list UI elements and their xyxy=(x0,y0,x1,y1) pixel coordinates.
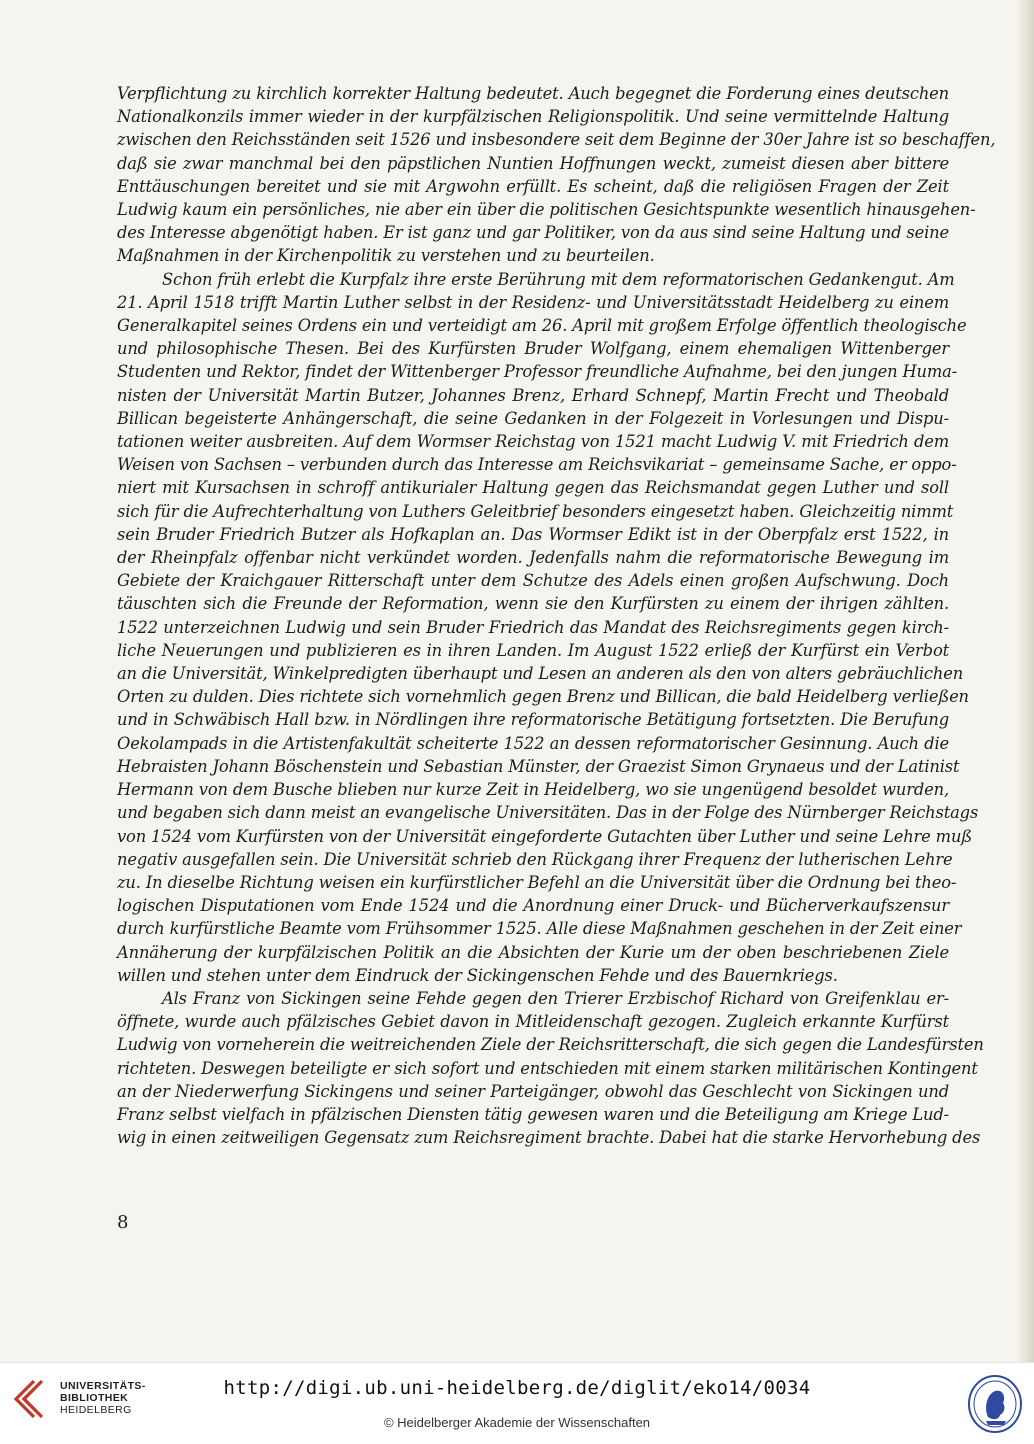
page-edge-shadow xyxy=(1016,0,1034,1362)
text-line: Maßnahmen in der Kirchenpolitik zu verstehen und zu beurteilen. xyxy=(117,246,655,266)
text-line: der Rheinpfalz offenbar nicht verkündet worden. Jedenfalls nahm die reformatorische Bewegung im xyxy=(117,548,949,568)
text-line: Franz selbst vielfach in pfälzischen Diensten tätig gewesen waren und die Beteiligung am Kriege Lud- xyxy=(117,1104,949,1124)
text-line: öffnete, wurde auch pfälzisches Gebiet davon in Mitleidenschaft gezogen. Zugleich erkannte Kurfürst xyxy=(117,1012,949,1032)
library-name-line-3: HEIDELBERG xyxy=(60,1404,132,1416)
text-line: daß sie zwar manchmal bei den päpstlichen Nuntien Hoffnungen weckt, zumeist diesen aber bittere xyxy=(117,153,949,173)
academy-seal-icon[interactable] xyxy=(966,1373,1024,1435)
text-line: Ludwig von vorneherein die weitreichenden Ziele der Reichsritterschaft, die sich gegen die Landesfürsten xyxy=(117,1035,984,1055)
text-line: Gebiete der Kraichgauer Ritterschaft unter dem Schutze des Adels einen großen Aufschwung. Doch xyxy=(117,571,949,591)
text-line: von 1524 vom Kurfürsten von der Universität eingeforderte Gutachten über Luther und seine Lehre muß xyxy=(117,826,973,846)
text-line: an der Niederwerfung Sickingens und seiner Parteigänger, obwohl das Geschlecht von Sickingen und xyxy=(117,1081,949,1101)
text-line: nisten der Universität Martin Butzer, Johannes Brenz, Erhard Schnepf, Martin Frecht und Theobald xyxy=(117,385,949,405)
text-line: wig in einen zeitweiligen Gegensatz zum Reichsregiment brachte. Dabei hat die starke Hervorhebung des xyxy=(117,1128,981,1148)
text-line: tationen weiter ausbreiten. Auf dem Wormser Reichstag von 1521 macht Ludwig V. mit Friedrich dem xyxy=(117,432,949,452)
body-text xyxy=(117,82,996,1149)
copyright-notice: © Heidelberger Akademie der Wissenschaften xyxy=(383,1415,651,1430)
text-line: Orten zu dulden. Dies richtete sich vornehmlich gegen Brenz und Billican, die bald Heidelberg verließen xyxy=(117,687,969,707)
text-line: Als Franz von Sickingen seine Fehde gegen den Trierer Erzbischof Richard von Greifenklau er- xyxy=(162,988,949,1008)
library-name-line-1: UNIVERSITÄTS- xyxy=(60,1380,146,1392)
text-line: logischen Disputationen vom Ende 1524 und die Anordnung einer Druck- und Bücherverkaufszensur xyxy=(117,896,949,916)
text-line: zwischen den Reichsständen seit 1526 und insbesondere seit dem Beginne der 30er Jahre ist so beschaffen, xyxy=(117,130,996,150)
text-line: 1522 unterzeichnen Ludwig und sein Bruder Friedrich das Mandat des Reichsregiments gegen kirch- xyxy=(117,617,949,637)
text-line: 21. April 1518 trifft Martin Luther selbst in der Residenz- und Universitätsstadt Heidelberg zu einem xyxy=(117,292,949,312)
text-line: Nationalkonzils immer wieder in der kurpfälzischen Religionspolitik. Und seine vermittelnde Haltung xyxy=(117,107,949,127)
library-name-line-2: BIBLIOTHEK xyxy=(60,1392,129,1404)
text-line: täuschten sich die Freunde der Reformation, wenn sie den Kurfürsten zu einem der ihrigen zählten. xyxy=(117,594,949,614)
text-line: willen und stehen unter dem Eindruck der Sickingenschen Fehde und des Bauernkriegs. xyxy=(117,965,838,985)
text-line: sein Bruder Friedrich Butzer als Hofkaplan an. Das Wormser Edikt ist in der Oberpfalz erst 1522, in xyxy=(117,524,949,544)
text-line: und philosophische Thesen. Bei des Kurfürsten Bruder Wolfgang, einem ehemaligen Wittenberger xyxy=(117,339,949,359)
text-line: zu. In dieselbe Richtung weisen ein kurfürstlicher Befehl an die Universität über die Ordnung bei theo- xyxy=(117,872,957,892)
text-line: Annäherung der kurpfälzischen Politik an die Absichten der Kurie um der oben beschriebenen Ziele xyxy=(117,942,949,962)
text-line: und begaben sich dann meist an evangelische Universitäten. Das in der Folge des Nürnberger Reichstags xyxy=(117,803,979,823)
text-line: und in Schwäbisch Hall bzw. in Nördlingen ihre reformatorische Betätigung fortsetzten. Die Berufung xyxy=(117,710,949,730)
page-number: 8 xyxy=(117,1212,129,1233)
text-line: Generalkapitel seines Ordens ein und verteidigt am 26. April mit großem Erfolge öffentlich theologische xyxy=(117,316,967,336)
text-line: durch kurfürstliche Beamte vom Frühsommer 1525. Alle diese Maßnahmen geschehen in der Zeit einer xyxy=(117,919,962,939)
text-line: des Interesse abgenötigt haben. Er ist ganz und gar Politiker, von da aus sind seine Haltung und seine xyxy=(117,223,949,243)
permalink-url[interactable]: http://digi.ub.uni-heidelberg.de/diglit/eko14/0034 xyxy=(223,1377,811,1399)
text-line: Verpflichtung zu kirchlich korrekter Haltung bedeutet. Auch begegnet die Forderung eines deutschen xyxy=(117,84,949,103)
text-line: Oekolampads in die Artistenfakultät scheiterte 1522 an dessen reformatorischer Gesinnung. Auch die xyxy=(117,733,949,753)
text-line: Studenten und Rektor, findet der Wittenberger Professor freundliche Aufnahme, bei den jungen Huma- xyxy=(117,362,958,382)
text-line: richteten. Deswegen beteiligte er sich sofort und entschieden mit einem starken militärischen Kontingent xyxy=(117,1058,978,1078)
text-line: negativ ausgefallen sein. Die Universität schrieb den Rückgang ihrer Frequenz der lutherischen Lehre xyxy=(117,849,953,869)
text-line: Enttäuschungen bereitet und sie mit Argwohn erfüllt. Es scheint, daß die religiösen Fragen der Zeit xyxy=(117,176,949,196)
paragraph xyxy=(117,987,984,1149)
text-line: Hebraisten Johann Böschenstein und Sebastian Münster, der Graezist Simon Grynaeus und der Latinist xyxy=(117,756,960,776)
text-line: an die Universität, Winkelpredigten überhaupt und Lesen an anderen als den von alters gebräuchlichen xyxy=(117,664,964,684)
text-line: sich für die Aufrechterhaltung von Luthers Geleitbrief besonders eingesetzt haben. Gleichzeitig nimmt xyxy=(117,501,954,521)
text-line: Schon früh erlebt die Kurpfalz ihre erste Berührung mit dem reformatorischen Gedankengut. Am xyxy=(162,269,955,289)
text-line: niert mit Kursachsen in schroff antikurialer Haltung gegen das Reichsmandat gegen Luther und soll xyxy=(117,478,949,498)
text-line: liche Neuerungen und publizieren es in ihren Landen. Im August 1522 erließ der Kurfürst ein Verbot xyxy=(117,640,949,660)
text-line: Weisen von Sachsen – verbunden durch das Interesse am Reichsvikariat – gemeinsame Sache, er oppo- xyxy=(117,455,957,475)
text-line: Hermann von dem Busche blieben nur kurze Zeit in Heidelberg, wo sie ungenügend besoldet wurden, xyxy=(117,780,949,800)
text-line: Billican begeisterte Anhängerschaft, die seine Gedanken in der Folgezeit in Vorlesungen und Dispu- xyxy=(117,408,949,428)
text-line: Ludwig kaum ein persönliches, nie aber ein über die politischen Gesichtspunkte wesentlich hinausgehen- xyxy=(117,200,976,220)
viewer-footer xyxy=(0,1362,1034,1444)
paragraph xyxy=(117,82,996,268)
paragraph xyxy=(117,268,979,987)
